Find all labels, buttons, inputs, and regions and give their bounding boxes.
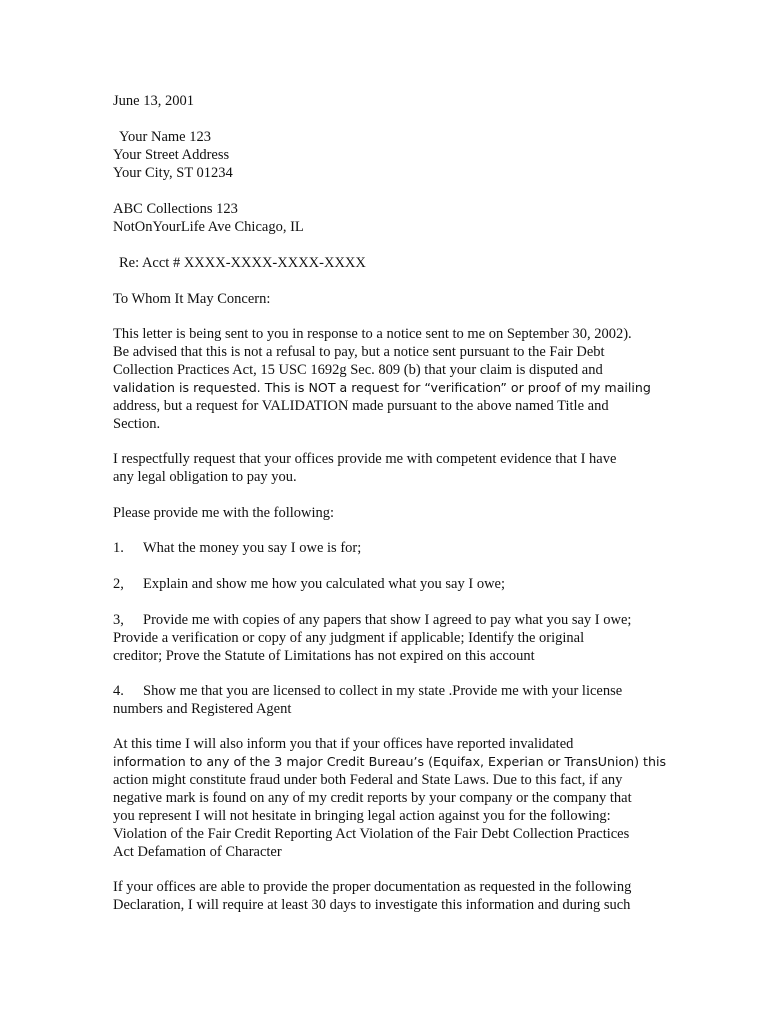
recipient-address: NotOnYourLife Ave Chicago, IL bbox=[113, 219, 304, 235]
paragraph-line: Section. bbox=[113, 416, 161, 432]
list-item-number: 3, bbox=[113, 612, 124, 628]
re-line: Re: Acct # XXXX-XXXX-XXXX-XXXX bbox=[119, 255, 366, 271]
paragraph-line: Be advised that this is not a refusal to pay, but a notice sent pursuant to the Fair Debt bbox=[113, 344, 605, 360]
sender-street: Your Street Address bbox=[113, 147, 230, 163]
list-item-text: creditor; Prove the Statute of Limitations has not expired on this account bbox=[113, 648, 535, 664]
paragraph-line: negative mark is found on any of my credit reports by your company or the company that bbox=[113, 790, 632, 806]
list-item-number: 1. bbox=[113, 540, 124, 556]
paragraph-line: Declaration, I will require at least 30 days to investigate this information and during such bbox=[113, 897, 631, 913]
paragraph-line: validation is requested. This is NOT a request for “verification” or proof of my mailing bbox=[113, 380, 651, 395]
recipient-name: ABC Collections 123 bbox=[113, 201, 238, 217]
list-item bbox=[0, 539, 768, 557]
list-item-first-line bbox=[0, 611, 768, 629]
paragraph-line: information to any of the 3 major Credit Bureau’s (Equifax, Experian or TransUnion) this bbox=[113, 754, 667, 769]
paragraph-line: address, but a request for VALIDATION made pursuant to the above named Title and bbox=[113, 398, 609, 414]
paragraph-line: At this time I will also inform you that if your offices have reported invalidated bbox=[113, 736, 574, 752]
paragraph-line: action might constitute fraud under both Federal and State Laws. Due to this fact, if any bbox=[113, 772, 623, 788]
letter-date: June 13, 2001 bbox=[113, 93, 194, 109]
paragraph-line: If your offices are able to provide the proper documentation as requested in the following bbox=[113, 879, 632, 895]
paragraph-line: Act Defamation of Character bbox=[113, 844, 282, 860]
sender-city: Your City, ST 01234 bbox=[113, 165, 233, 181]
paragraph-line: This letter is being sent to you in response to a notice sent to me on September 30, 2002). bbox=[113, 326, 632, 342]
list-item-text: Provide a verification or copy of any judgment if applicable; Identify the original bbox=[113, 630, 585, 646]
sender-name: Your Name 123 bbox=[119, 129, 211, 145]
list-item bbox=[0, 575, 768, 593]
paragraph-line: any legal obligation to pay you. bbox=[113, 469, 297, 485]
paragraph-line: you represent I will not hesitate in bringing legal action against you for the following: bbox=[113, 808, 611, 824]
list-item-text: Provide me with copies of any papers that show I agreed to pay what you say I owe; bbox=[143, 612, 632, 628]
list-item-first-line bbox=[0, 682, 768, 700]
list-item-text: Explain and show me how you calculated what you say I owe; bbox=[143, 576, 506, 592]
list-item-text: Show me that you are licensed to collect in my state .Provide me with your license bbox=[143, 683, 623, 699]
list-item-number: 4. bbox=[113, 683, 124, 699]
paragraph-line: Violation of the Fair Credit Reporting Act Violation of the Fair Debt Collection Practices bbox=[113, 826, 630, 842]
salutation: To Whom It May Concern: bbox=[113, 291, 271, 307]
paragraph-line: Collection Practices Act, 15 USC 1692g Sec. 809 (b) that your claim is disputed and bbox=[113, 362, 603, 378]
paragraph-line: I respectfully request that your offices provide me with competent evidence that I have bbox=[113, 451, 617, 467]
list-item-text: numbers and Registered Agent bbox=[113, 701, 292, 717]
list-intro: Please provide me with the following: bbox=[113, 505, 335, 521]
list-item-number: 2, bbox=[113, 576, 124, 592]
list-item-text: What the money you say I owe is for; bbox=[143, 540, 362, 556]
